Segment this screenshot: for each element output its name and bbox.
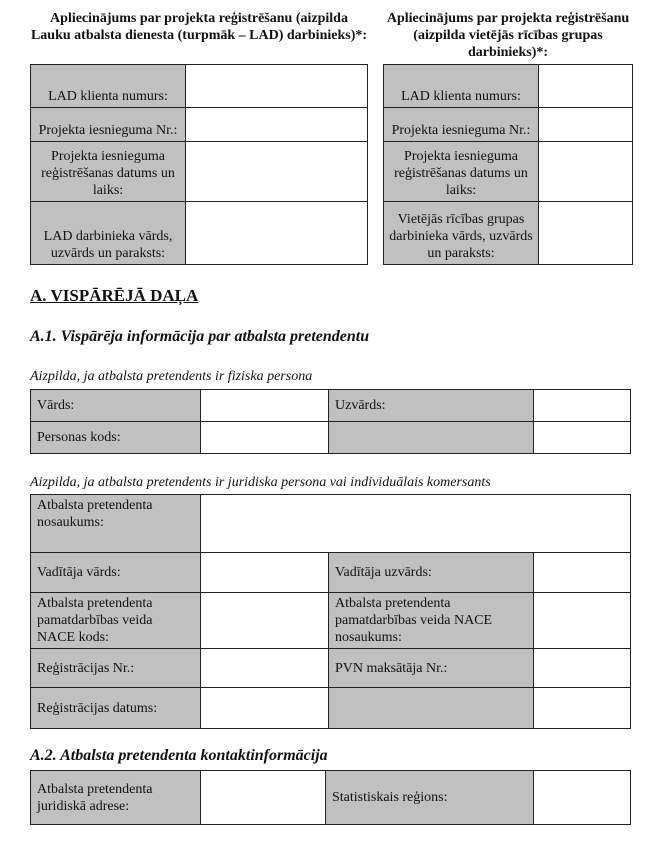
label: Atbalsta pretendenta pamatdarbības veida NACE kods: xyxy=(31,593,201,649)
label: Reģistrācijas Nr.: xyxy=(31,649,201,688)
physical-person-table xyxy=(30,389,631,454)
label: Uzvārds: xyxy=(329,390,534,422)
project-number-field[interactable] xyxy=(186,108,368,142)
label: Atbalsta pretendenta nosaukums: xyxy=(31,495,201,553)
empty-field[interactable] xyxy=(534,422,631,454)
registration-date-field[interactable] xyxy=(539,142,633,202)
label: PVN maksātāja Nr.: xyxy=(329,649,534,688)
name-field[interactable] xyxy=(201,390,329,422)
a2-title: A.2. Atbalsta pretendenta kontaktinformācija xyxy=(30,747,328,764)
label: Atbalsta pretendenta juridiskā adrese: xyxy=(31,771,201,825)
lad-client-number-field[interactable] xyxy=(186,65,368,108)
company-name-field[interactable] xyxy=(201,495,631,553)
label: Vadītāja vārds: xyxy=(31,553,201,593)
employee-signature-field[interactable] xyxy=(186,202,368,265)
lad-registration-table xyxy=(30,64,368,265)
physical-caption: Aizpilda, ja atbalsta pretendents ir fiziska persona xyxy=(30,369,313,384)
label: Statistiskais reģions: xyxy=(326,771,534,825)
label: Projekta iesnieguma reģistrēšanas datums un laiks: xyxy=(384,142,539,202)
nace-name-field[interactable] xyxy=(534,593,631,649)
label: LAD klienta numurs: xyxy=(384,65,539,108)
nace-code-field[interactable] xyxy=(201,593,329,649)
empty-cell xyxy=(329,688,534,729)
label: Atbalsta pretendenta pamatdarbības veida NACE nosaukums: xyxy=(329,593,534,649)
label: Personas kods: xyxy=(31,422,201,454)
vrg-box-title: Apliecinājums par projekta reģistrēšanu (aizpilda vietējās rīcības grupas darbinieks)*: xyxy=(386,11,630,60)
surname-field[interactable] xyxy=(534,390,631,422)
personal-code-field[interactable] xyxy=(201,422,329,454)
label: Projekta iesnieguma Nr.: xyxy=(31,108,186,142)
manager-name-field[interactable] xyxy=(201,553,329,593)
reg-number-field[interactable] xyxy=(201,649,329,688)
label: Projekta iesnieguma reģistrēšanas datums un laiks: xyxy=(31,142,186,202)
legal-person-table xyxy=(30,494,631,729)
label: LAD darbinieka vārds, uzvārds un paraksts: xyxy=(31,202,186,265)
empty-field[interactable] xyxy=(534,688,631,729)
label: LAD klienta numurs: xyxy=(31,65,186,108)
reg-date-field[interactable] xyxy=(201,688,329,729)
project-number-field[interactable] xyxy=(539,108,633,142)
vrg-registration-table xyxy=(383,64,633,265)
legal-caption: Aizpilda, ja atbalsta pretendents ir juridiska persona vai individuālais komersants xyxy=(30,475,491,490)
vat-number-field[interactable] xyxy=(534,649,631,688)
region-field[interactable] xyxy=(534,771,631,825)
label: Vadītāja uzvārds: xyxy=(329,553,534,593)
label: Projekta iesnieguma Nr.: xyxy=(384,108,539,142)
label: Reģistrācijas datums: xyxy=(31,688,201,729)
registration-date-field[interactable] xyxy=(186,142,368,202)
lad-box-title: Apliecinājums par projekta reģistrēšanu (aizpilda Lauku atbalsta dienesta (turpmāk – LAD) darbinieks)*: xyxy=(30,11,368,43)
manager-surname-field[interactable] xyxy=(534,553,631,593)
empty-cell xyxy=(329,422,534,454)
label: Vietējās rīcības grupas darbinieka vārds, uzvārds un paraksts: xyxy=(384,202,539,265)
legal-address-field[interactable] xyxy=(201,771,326,825)
contact-table xyxy=(30,770,631,825)
employee-signature-field[interactable] xyxy=(539,202,633,265)
a1-title: A.1. Vispārēja informācija par atbalsta pretendentu xyxy=(30,328,370,345)
section-a-title: A. VISPĀRĒJĀ DAĻA xyxy=(30,286,199,305)
label: Vārds: xyxy=(31,390,201,422)
lad-client-number-field[interactable] xyxy=(539,65,633,108)
